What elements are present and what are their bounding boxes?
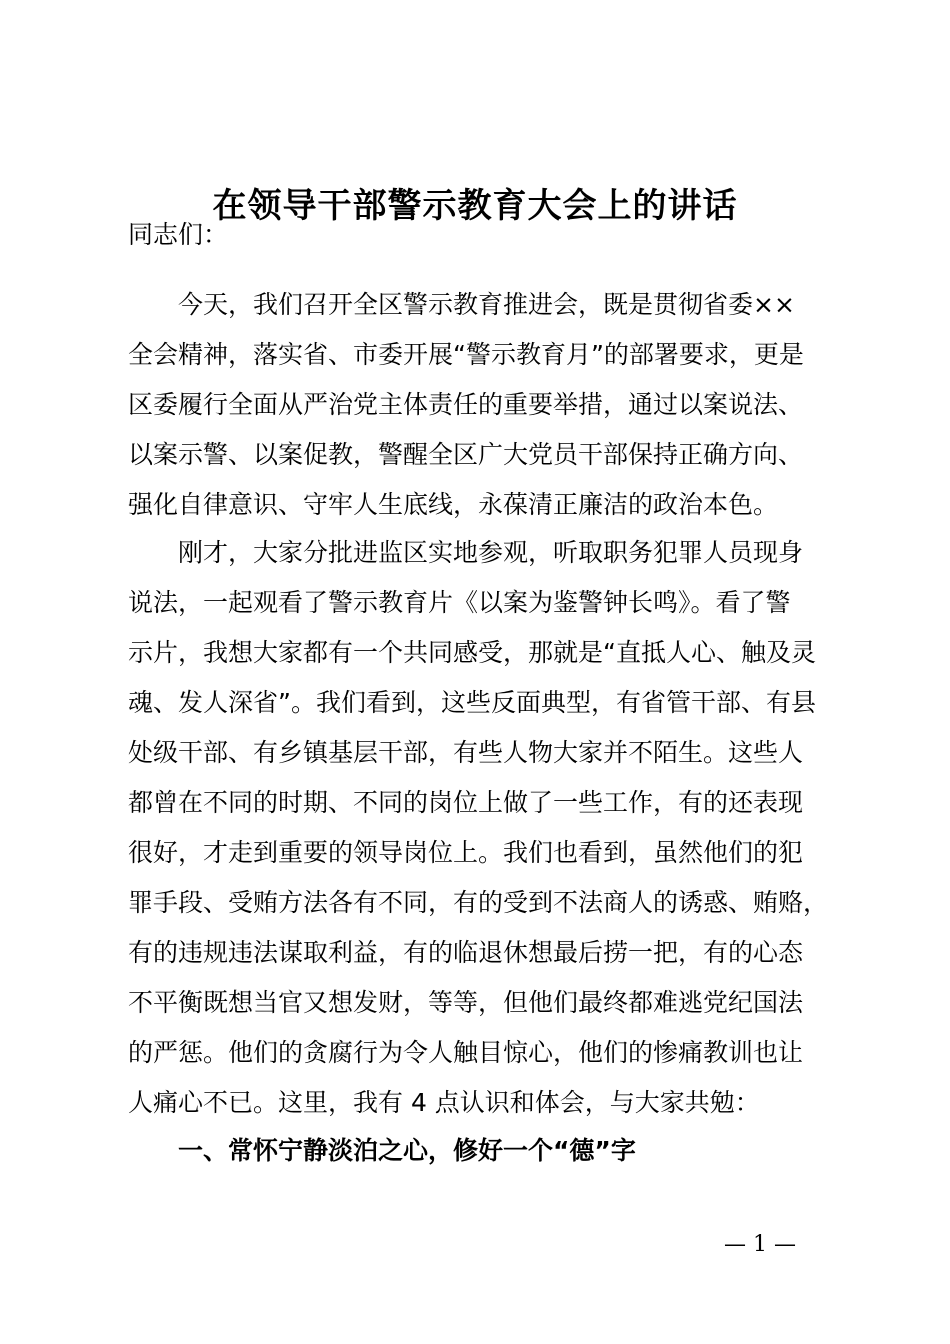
paragraph-line: 以案示警、以案促教，警醒全区广大党员干部保持正确方向、 [128, 440, 804, 469]
paragraph-line: 全会精神，落实省、市委开展“警示教育月”的部署要求，更是 [128, 340, 804, 369]
paragraph-line: 说法，一起观看了警示教育片《以案为鉴警钟长鸣》。看了警 [128, 588, 791, 617]
paragraph-line: 处级干部、有乡镇基层干部，有些人物大家并不陌生。这些人 [128, 738, 804, 767]
paragraph-line: 区委履行全面从严治党主体责任的重要举措，通过以案说法、 [128, 390, 804, 419]
salutation: 同志们： [128, 220, 229, 249]
paragraph-line: 魂、发人深省”。我们看到，这些反面典型，有省管干部、有县 [128, 688, 816, 717]
section-heading: 一、常怀宁静淡泊之心，修好一个“德”字 [178, 1136, 636, 1165]
document-title: 在领导干部警示教育大会上的讲话 [212, 186, 738, 226]
paragraph-line: 都曾在不同的时期、不同的岗位上做了一些工作，有的还表现 [128, 788, 804, 817]
paragraph-line: 不平衡既想当官又想发财，等等，但他们最终都难逃党纪国法 [128, 988, 804, 1017]
paragraph-line: 人痛心不已。这里，我有 4 点认识和体会，与大家共勉： [128, 1088, 760, 1117]
paragraph-line: 有的违规违法谋取利益，有的临退休想最后捞一把，有的心态 [128, 938, 804, 967]
paragraph-line: 示片，我想大家都有一个共同感受，那就是“直抵人心、触及灵 [128, 638, 816, 667]
paragraph-line: 罪手段、受贿方法各有不同，有的受到不法商人的诱惑、贿赂， [128, 888, 829, 917]
paragraph-line: 今天，我们召开全区警示教育推进会，既是贯彻省委×× [128, 290, 795, 319]
paragraph-line: 很好，才走到重要的领导岗位上。我们也看到，虽然他们的犯 [128, 838, 804, 867]
page-number: — 1 — [724, 1232, 796, 1257]
paragraph-line: 的严惩。他们的贪腐行为令人触目惊心，他们的惨痛教训也让 [128, 1038, 804, 1067]
paragraph-line: 刚才，大家分批进监区实地参观，听取职务犯罪人员现身 [128, 538, 804, 567]
paragraph-2 [128, 528, 828, 1128]
paragraph-line: 强化自律意识、守牢人生底线，永葆清正廉洁的政治本色。 [128, 490, 779, 519]
paragraph-1 [128, 280, 828, 530]
